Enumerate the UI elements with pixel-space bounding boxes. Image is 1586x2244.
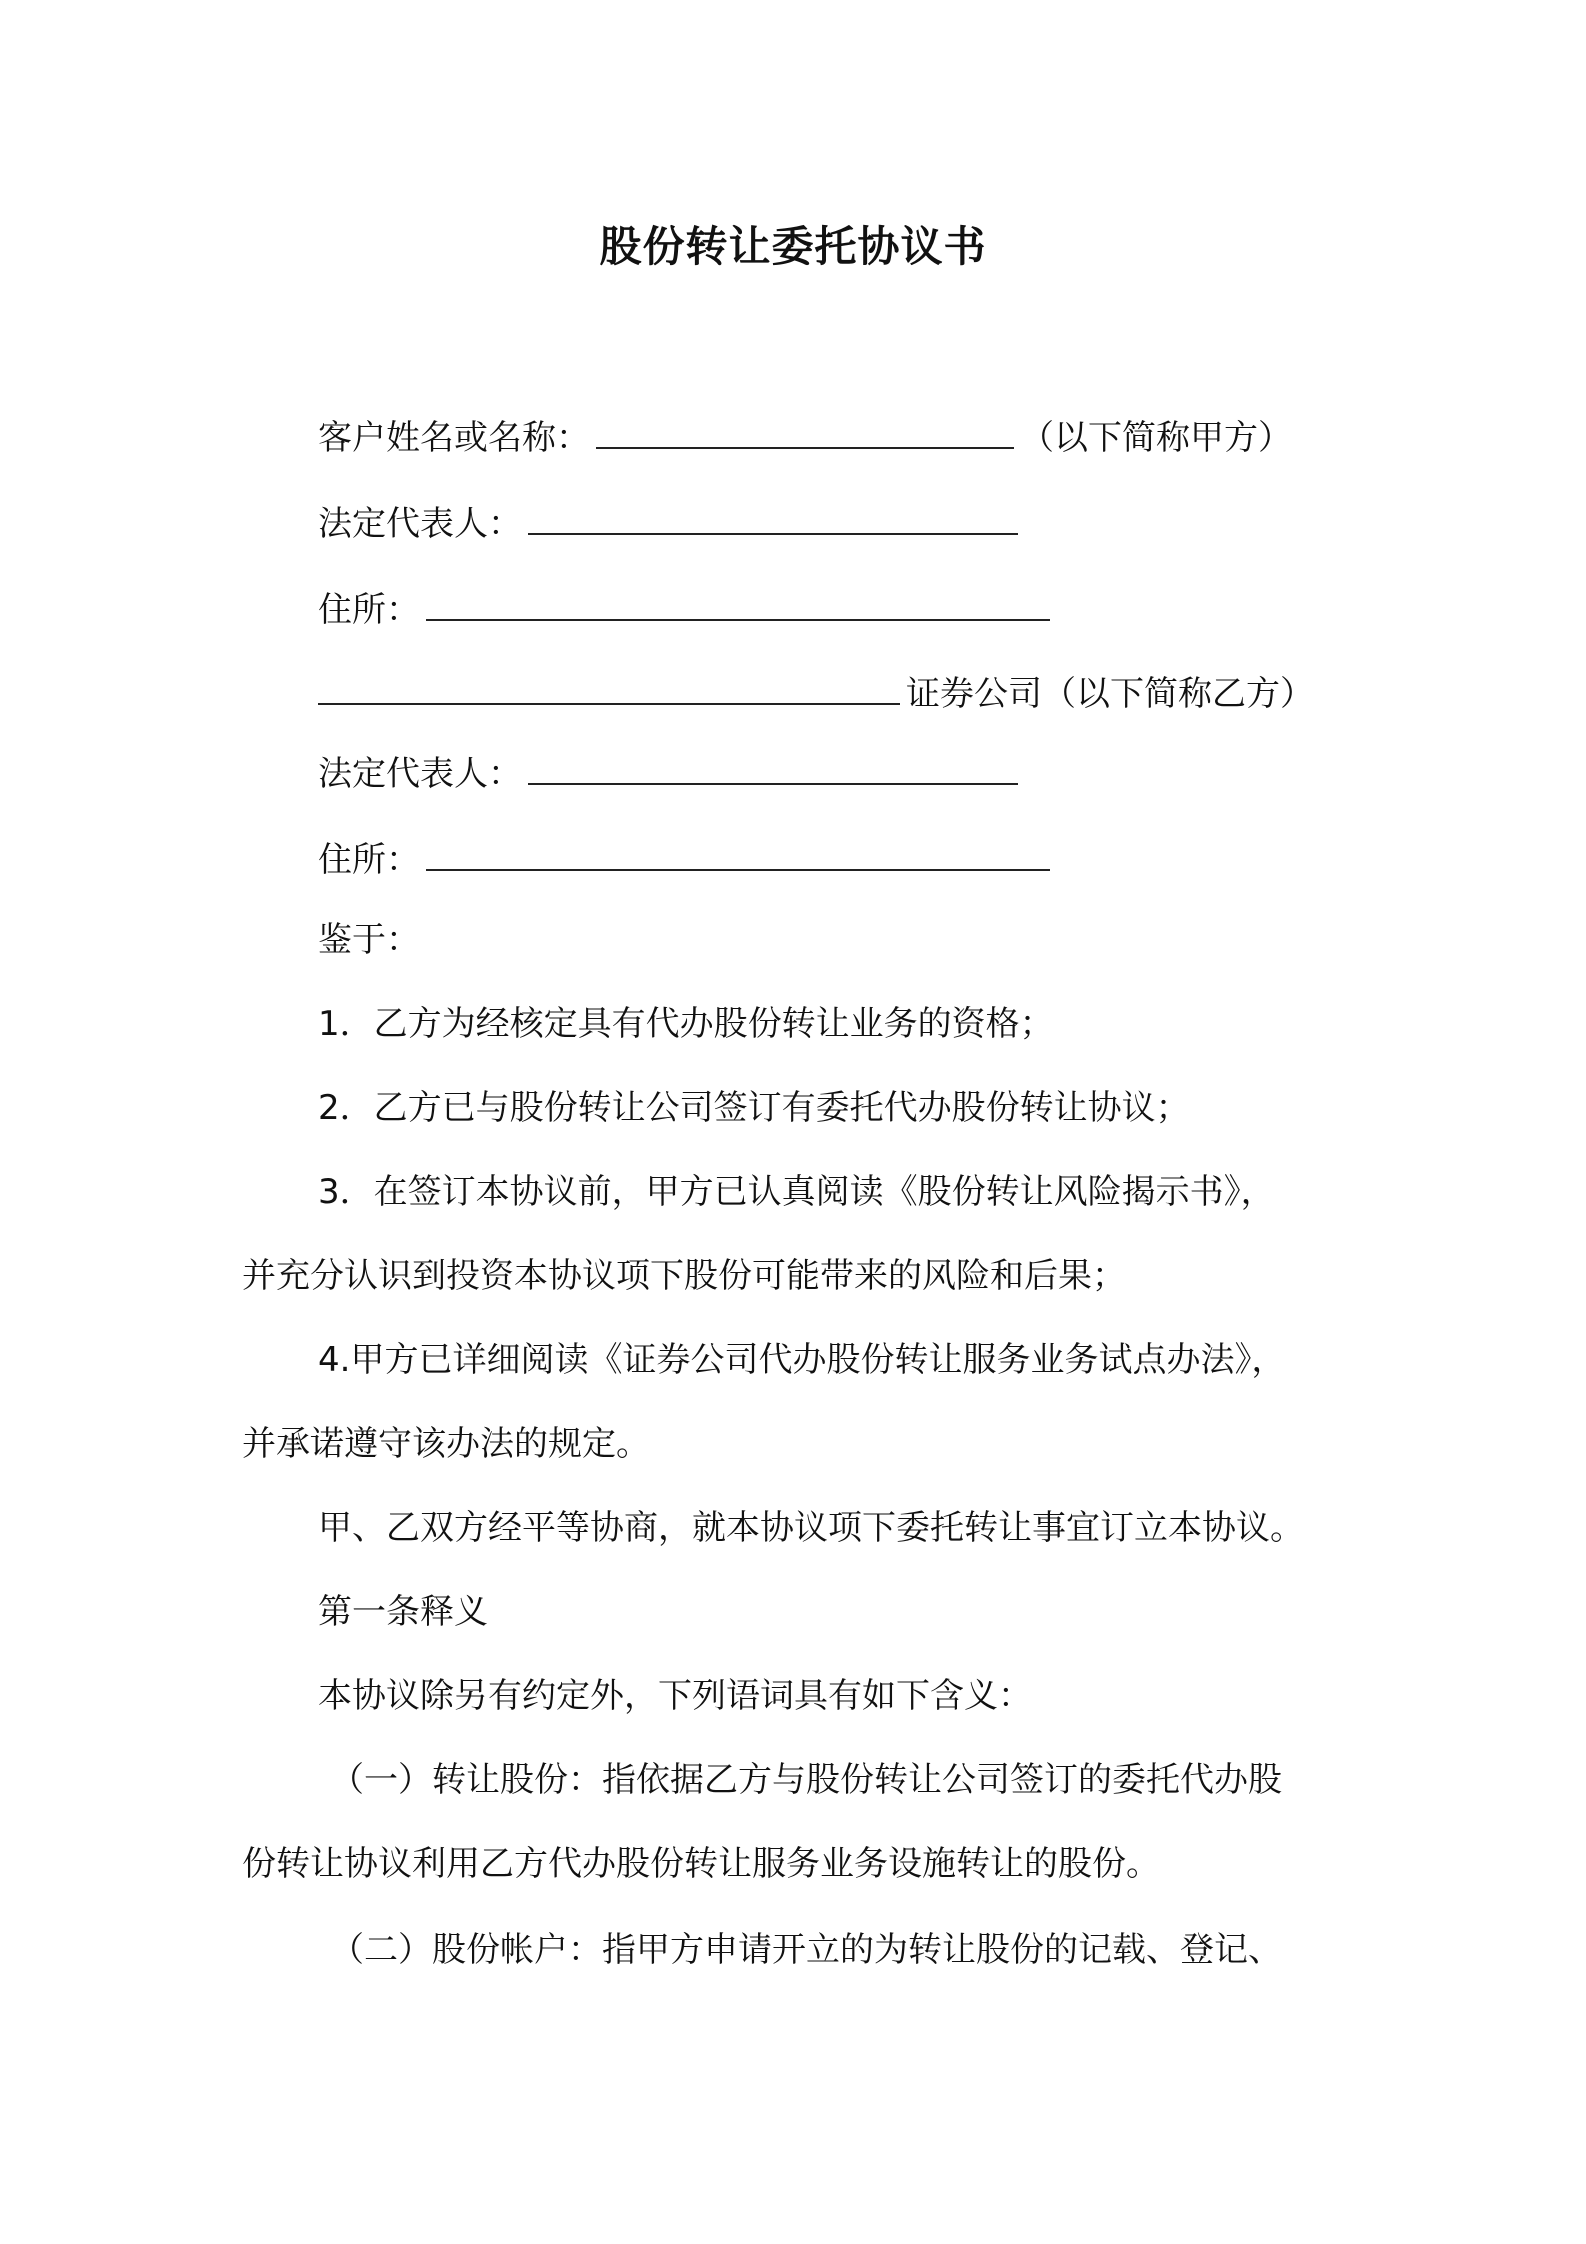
whereas-item-3-line2: 并充分认识到投资本协议项下股份可能带来的风险和后果；	[242, 1256, 1126, 1296]
whereas-label: 鉴于：	[318, 920, 420, 960]
party-a-name-blank[interactable]	[596, 417, 1014, 449]
party-a-rep-label: 法定代表人：	[318, 504, 522, 544]
whereas-item-1: 1．乙方为经核定具有代办股份转让业务的资格；	[318, 1004, 1054, 1044]
party-b-company-line	[318, 672, 1314, 716]
party-b-address-line	[318, 838, 1056, 882]
party-a-address-blank[interactable]	[426, 589, 1050, 621]
party-b-address-label: 住所：	[318, 840, 420, 880]
whereas-item-4-line1: 4.甲方已详细阅读《证券公司代办股份转让服务业务试点办法》，	[318, 1340, 1286, 1380]
agreement-line: 甲、乙双方经平等协商，就本协议项下委托转让事宜订立本协议。	[318, 1508, 1304, 1548]
whereas-item-4-line2: 并承诺遵守该办法的规定。	[242, 1424, 650, 1464]
party-a-address-label: 住所：	[318, 590, 420, 630]
party-b-address-blank[interactable]	[426, 839, 1050, 871]
definition-2-line1: （二）股份帐户：指甲方申请开立的为转让股份的记载、登记、	[330, 1930, 1282, 1970]
party-b-rep-blank[interactable]	[528, 753, 1018, 785]
article-1-title: 第一条释义	[318, 1592, 488, 1632]
party-a-address-line	[318, 588, 1056, 632]
party-a-name-line	[318, 416, 1292, 460]
party-b-company-suffix: 证券公司（以下简称乙方）	[906, 674, 1314, 714]
document-title: 股份转让委托协议书	[599, 222, 987, 271]
party-a-rep-line	[318, 502, 1024, 546]
article-1-intro: 本协议除另有约定外，下列语词具有如下含义：	[318, 1676, 1032, 1716]
party-b-rep-line	[318, 752, 1024, 796]
party-b-rep-label: 法定代表人：	[318, 754, 522, 794]
party-a-rep-blank[interactable]	[528, 503, 1018, 535]
definition-1-line1: （一）转让股份：指依据乙方与股份转让公司签订的委托代办股	[330, 1760, 1282, 1800]
definition-1-line2: 份转让协议利用乙方代办股份转让服务业务设施转让的股份。	[242, 1844, 1160, 1884]
party-a-name-label: 客户姓名或名称：	[318, 418, 590, 458]
party-b-company-blank[interactable]	[318, 673, 900, 705]
whereas-item-3-line1: 3．在签订本协议前，甲方已认真阅读《股份转让风险揭示书》，	[318, 1172, 1275, 1212]
whereas-item-2: 2．乙方已与股份转让公司签订有委托代办股份转让协议；	[318, 1088, 1190, 1128]
party-a-name-suffix: （以下简称甲方）	[1020, 418, 1292, 458]
